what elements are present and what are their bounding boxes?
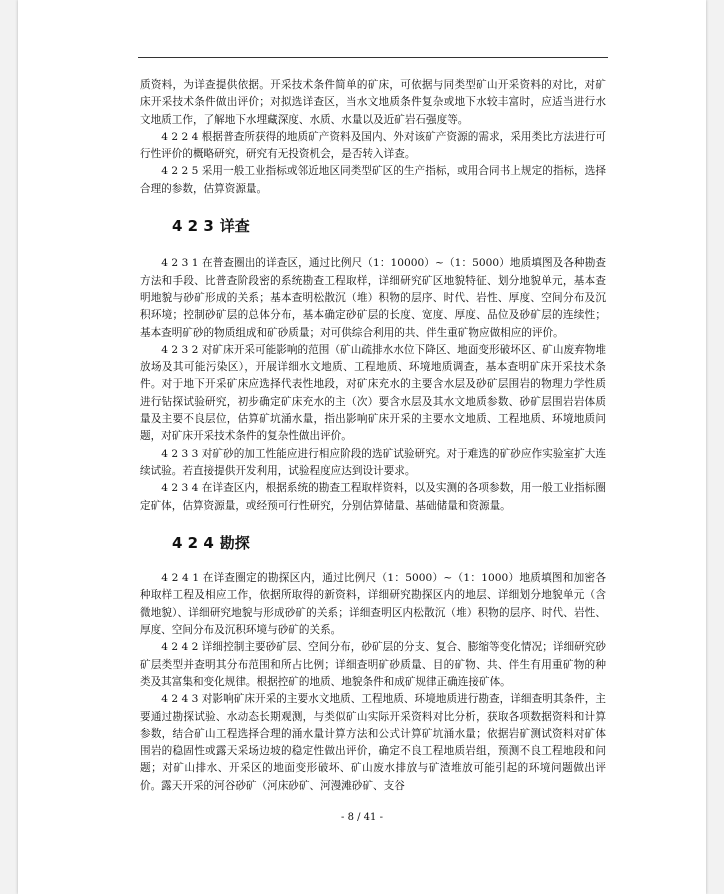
section-number: 4 2 3 [172,217,214,236]
section-423-paragraphs [140,255,606,514]
section-title: 勘探 [219,533,250,552]
page-content [140,77,606,795]
document-page [18,0,706,894]
paragraph: 4 2 2 5 采用一般工业指标或邻近地区同类型矿区的生产指标，或用合同书上规定的指标，选择合理的参数，估算资源量。 [140,165,606,195]
paragraph: 4 2 3 3 对矿砂的加工性能应进行相应阶段的选矿试验研究。对于难选的矿砂应作实验室扩大连续试验。若直接提供开发利用，试验程度应达到设计要求。 [140,447,606,477]
section-heading-424 [140,535,606,552]
paragraph: 4 2 3 2 对矿床开采可能影响的范围（矿山疏排水水位下降区、地面变形破坏区、矿山废弃物堆放场及其可能污染区），开展详细水文地质、工程地质、环境地质调查，基本查明矿床开采技术条件。对于地下开采矿床应选择代表性地段，对矿床充水的主要含水层及砂矿层围岩的物理力学性质进行钻探试验研究，初步确定矿床充水的主（次）要含水层及其水文地质参数、砂矿层围岩岩体质量及主要不良层位，估算矿坑涌水量，指出影响矿床开采的主要水文地质、工程地质、环境地质问题，对矿床开采技术条件的复杂性做出评价。 [140,343,606,443]
paragraph: 质资料，为详查提供依据。开采技术条件简单的矿床，可依据与同类型矿山开采资料的对比，对矿床开采技术条件做出评价；对拟选详查区，当水文地质条件复杂或地下水较丰富时，应适当进行水文地质工作，了解地下水埋藏深度、水质、水量以及近矿岩石强度等。 [140,79,606,126]
paragraph: 4 2 4 1 在详查圈定的勘探区内，通过比例尺（1：5000）~（1：1000）地质填图和加密各种取样工程及相应工作，依据所取得的新资料，详细研究勘探区内的地层、详细划分地貌单元（含微地貌）、详细研究地貌与形成砂矿的关系；详细查明区内松散沉（堆）积物的层序、时代、岩性、厚度、空间分布及沉积环境与砂矿的关系。 [140,572,606,637]
section-heading-423 [140,218,606,235]
section-number: 4 2 4 [172,533,214,552]
page-number: - 8 / 41 - [341,812,383,823]
paragraph: 4 2 3 4 在详查区内，根据系统的勘查工程取样资料，以及实测的各项参数，用一般工业指标圈定矿体，估算资源量，或经预可行性研究，分别估算储量、基础储量和资源量。 [140,482,606,512]
paragraph: 4 2 3 1 在普查圈出的详查区，通过比例尺（1：10000）~（1：5000）地质填图及各种勘查方法和手段、比普查阶段密的系统勘查工程取样，详细研究矿区地貌特征、划分地貌单元，基本查明地貌与砂矿形成的关系；基本查明松散沉（堆）积物的层序、时代、岩性、厚度、空间分布及沉积环境；控制砂矿层的总体分布，基本确定砂矿层的长度、宽度、厚度、品位及砂矿层的连续性；基本查明矿砂的物质组成和矿砂质量；对可供综合利用的共、伴生重矿物应做相应的评价。 [140,257,606,339]
paragraph: 4 2 4 3 对影响矿床开采的主要水文地质、工程地质、环境地质进行勘查，详细查明其条件，主要通过勘探试验、水动态长期观测，与类似矿山实际开采资料对比分析，获取各项数据资料和计算参数，结合矿山工程选择合理的涌水量计算方法和公式计算矿坑涌水量；依据岩矿测试资料对矿体围岩的稳固性或露天采场边坡的稳定性做出评价，确定不良工程地质岩组，预测不良工程地段和问题；对矿山排水、开采区的地面变形破坏、矿山废水排放与矿渣堆放可能引起的环境问题做出评价。露天开采的河谷砂矿（河床砂矿、河漫滩砂矿、支谷 [140,693,606,792]
intro-paragraphs [140,77,606,198]
section-424-paragraphs [140,570,606,795]
paragraph: 4 2 2 4 根据普查所获得的地质矿产资料及国内、外对该矿产资源的需求，采用类比方法进行可行性评价的概略研究，研究有无投资机会，是否转入详查。 [140,130,606,161]
section-title: 详查 [219,217,250,236]
paragraph: 4 2 4 2 详细控制主要砂矿层、空间分布，砂矿层的分支、复合、膨缩等变化情况；详细研究砂矿层类型并查明其分布范围和所占比例；详细查明矿砂质量、目的矿物、共、伴生有用重矿物的种类及其富集和变化规律。根据控矿的地质、地貌条件和成矿规律正确连接矿体。 [140,641,606,688]
header-rule [138,57,608,58]
